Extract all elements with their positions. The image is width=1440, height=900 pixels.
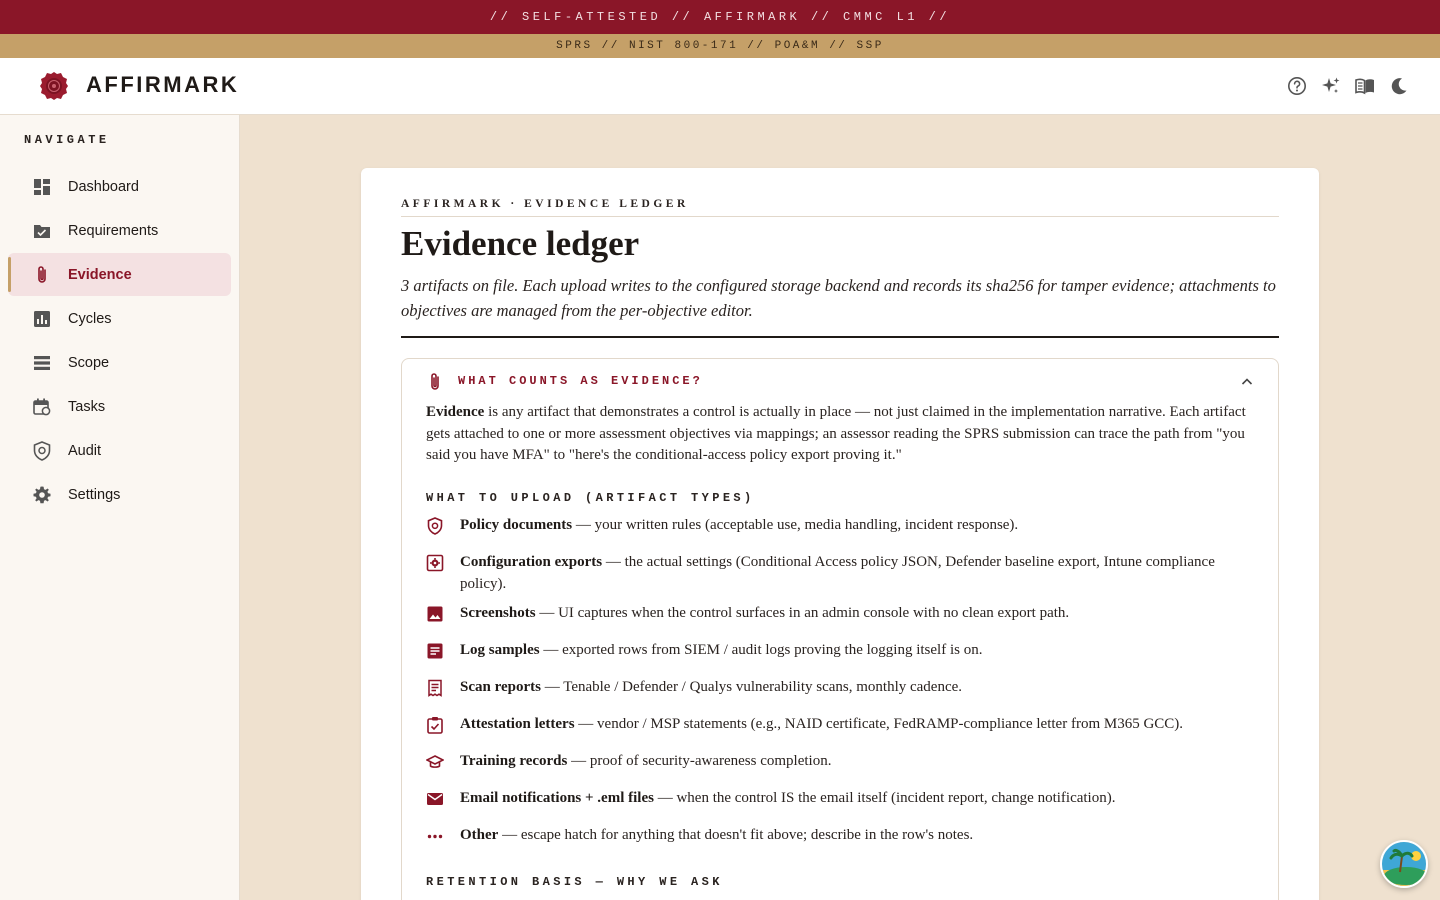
explainer-toggle[interactable] bbox=[426, 371, 1254, 393]
artifact-type-name: Attestation letters bbox=[460, 716, 575, 732]
list-icon bbox=[32, 353, 52, 373]
chevron-up-icon[interactable] bbox=[1240, 375, 1254, 389]
sidebar-item-scope[interactable] bbox=[8, 341, 231, 384]
wax-seal-logo[interactable] bbox=[38, 70, 70, 102]
clipboard-check-icon bbox=[426, 716, 444, 734]
artifact-type-desc: — the actual settings (Conditional Access policy JSON, Defender baseline export, Intune compliance policy). bbox=[460, 554, 1215, 592]
dashboard-icon bbox=[32, 177, 52, 197]
sidebar-item-tasks[interactable] bbox=[8, 385, 231, 428]
nav-list bbox=[8, 165, 231, 517]
graduation-cap-icon bbox=[426, 753, 444, 771]
bar-chart-icon bbox=[32, 309, 52, 329]
nav-heading: NAVIGATE bbox=[24, 133, 110, 147]
artifact-type-item bbox=[426, 787, 1256, 824]
artifact-type-name: Email notifications + .eml files bbox=[460, 790, 654, 806]
artifact-type-item bbox=[426, 750, 1256, 787]
page-title: Evidence ledger bbox=[401, 224, 640, 263]
artifact-type-desc: — vendor / MSP statements (e.g., NAID certificate, FedRAMP-compliance letter from M365 GCC). bbox=[574, 716, 1184, 732]
explainer-title: WHAT COUNTS AS EVIDENCE? bbox=[458, 374, 703, 388]
page-eyebrow: AFFIRMARK · EVIDENCE LEDGER bbox=[401, 198, 1279, 217]
artifact-type-desc: — escape hatch for anything that doesn't fit above; describe in the row's notes. bbox=[498, 827, 974, 843]
artifact-type-item bbox=[426, 824, 1256, 861]
artifact-type-item bbox=[426, 639, 1256, 676]
artifact-type-item bbox=[426, 602, 1256, 639]
artifact-type-desc: — your written rules (acceptable use, media handling, incident response). bbox=[572, 517, 1019, 533]
sidebar bbox=[0, 115, 240, 900]
sidebar-item-label: Tasks bbox=[68, 398, 106, 415]
shield-icon bbox=[32, 441, 52, 461]
artifact-type-desc: — exported rows from SIEM / audit logs proving the logging itself is on. bbox=[539, 642, 983, 658]
sidebar-item-label: Evidence bbox=[68, 266, 132, 283]
image-icon bbox=[426, 605, 444, 623]
artifact-type-item bbox=[426, 676, 1256, 713]
help-icon[interactable] bbox=[1286, 75, 1308, 97]
sidebar-item-dashboard[interactable] bbox=[8, 165, 231, 208]
document-lines-icon bbox=[426, 642, 444, 660]
book-icon[interactable] bbox=[1354, 75, 1376, 97]
calendar-refresh-icon bbox=[32, 397, 52, 417]
more-dots-icon bbox=[426, 827, 444, 845]
artifact-types-list bbox=[426, 514, 1256, 861]
artifact-type-desc: — when the control IS the email itself (incident report, change notification). bbox=[653, 790, 1116, 806]
folder-check-icon bbox=[32, 221, 52, 241]
gear-icon bbox=[32, 485, 52, 505]
sparkle-icon[interactable] bbox=[1320, 75, 1342, 97]
sidebar-item-audit[interactable] bbox=[8, 429, 231, 472]
artifact-type-desc: — Tenable / Defender / Qualys vulnerability scans, monthly cadence. bbox=[540, 679, 963, 695]
evidence-intro bbox=[426, 402, 1256, 467]
classification-banner: // SELF-ATTESTED // AFFIRMARK // CMMC L1 // bbox=[0, 0, 1440, 34]
sidebar-item-label: Settings bbox=[68, 486, 121, 503]
app-header bbox=[0, 58, 1440, 115]
evidence-explainer-panel bbox=[401, 358, 1279, 900]
artifact-type-desc: — proof of security-awareness completion. bbox=[567, 753, 832, 769]
artifact-type-item bbox=[426, 514, 1256, 551]
settings-box-icon bbox=[426, 554, 444, 572]
sidebar-item-label: Dashboard bbox=[68, 178, 139, 195]
sidebar-item-requirements[interactable] bbox=[8, 209, 231, 252]
artifact-type-item bbox=[426, 713, 1256, 750]
paperclip-icon bbox=[426, 372, 444, 392]
paperclip-icon bbox=[32, 265, 52, 285]
artifact-types-heading: WHAT TO UPLOAD (ARTIFACT TYPES) bbox=[426, 491, 755, 505]
artifact-type-name: Configuration exports bbox=[460, 554, 603, 570]
intro-text: is any artifact that demonstrates a control is actually in place — not just claimed in the implementation narrative. Each artifact gets attached to one or more assessment objectives via mappings; an assessor reading the SPRS submission can trace the path from "you said you have MFA" to "here's the conditional-access policy export proving it." bbox=[426, 404, 1246, 464]
intro-term: Evidence bbox=[426, 404, 485, 420]
framework-banner: SPRS // NIST 800-171 // POA&M // SSP bbox=[0, 34, 1440, 58]
artifact-type-name: Screenshots bbox=[460, 605, 536, 621]
artifact-type-name: Policy documents bbox=[460, 517, 573, 533]
page-subtitle: 3 artifacts on file. Each upload writes to the configured storage backend and records its sha256 for tamper evidence; attachments to objectives are managed from the per-objective editor. bbox=[401, 276, 1276, 320]
envelope-icon bbox=[426, 790, 444, 808]
retention-heading: RETENTION BASIS — WHY WE ASK bbox=[426, 875, 723, 889]
artifact-type-item bbox=[426, 551, 1256, 602]
sidebar-item-settings[interactable] bbox=[8, 473, 231, 516]
avatar[interactable] bbox=[1380, 840, 1428, 888]
sidebar-item-label: Audit bbox=[68, 442, 102, 459]
divider bbox=[401, 336, 1279, 338]
artifact-type-name: Log samples bbox=[460, 642, 540, 658]
sidebar-item-cycles[interactable] bbox=[8, 297, 231, 340]
brand-name[interactable]: AFFIRMARK bbox=[86, 72, 240, 97]
sidebar-item-label: Cycles bbox=[68, 310, 112, 327]
artifact-type-desc: — UI captures when the control surfaces in an admin console with no clean export path. bbox=[535, 605, 1070, 621]
evidence-card bbox=[361, 168, 1319, 900]
moon-icon[interactable] bbox=[1388, 75, 1410, 97]
shield-policy-icon bbox=[426, 517, 444, 535]
artifact-type-name: Other bbox=[460, 827, 499, 843]
sidebar-item-evidence[interactable] bbox=[8, 253, 231, 296]
sidebar-item-label: Requirements bbox=[68, 222, 159, 239]
artifact-type-name: Training records bbox=[460, 753, 568, 769]
artifact-type-name: Scan reports bbox=[460, 679, 541, 695]
receipt-icon bbox=[426, 679, 444, 697]
sidebar-item-label: Scope bbox=[68, 354, 110, 371]
